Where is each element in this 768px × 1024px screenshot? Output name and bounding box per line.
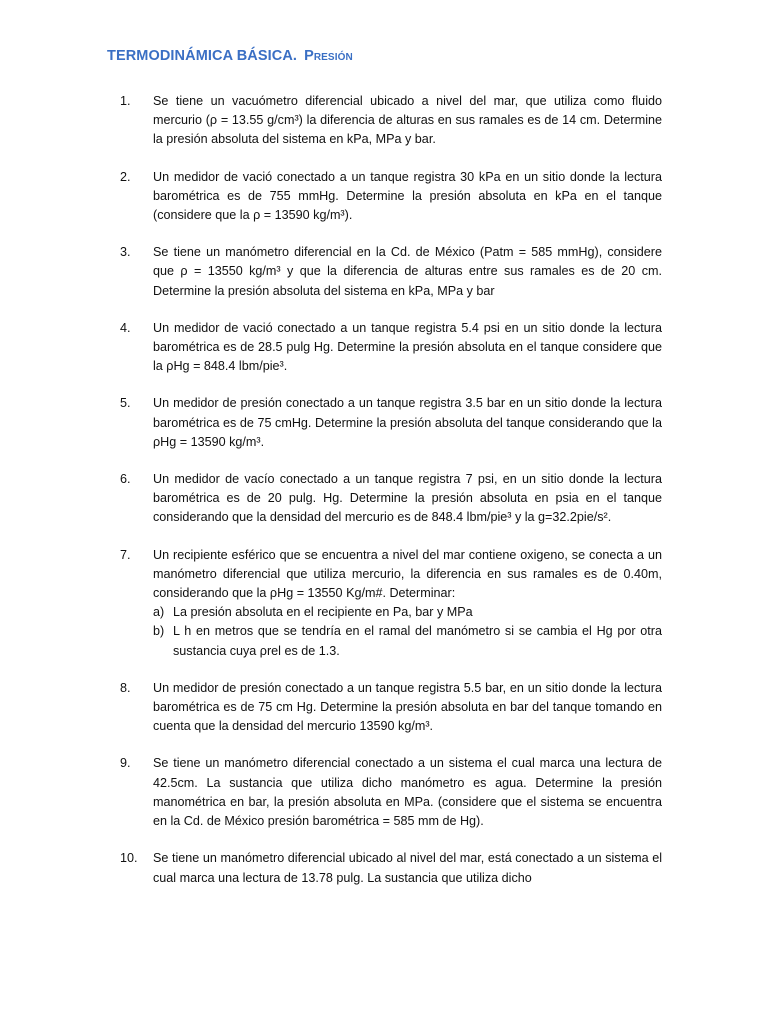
problem-item bbox=[120, 394, 662, 452]
problem-number: 4. bbox=[120, 320, 131, 335]
problem-text: Un medidor de vació conectado a un tanque registra 30 kPa en un sitio donde la lectura barométrica es de 755 mmHg. Determine la presión absoluta en kPa en el tanque (considere que la ρ = 13590 kg/m³). bbox=[153, 169, 662, 223]
problem-number: 1. bbox=[120, 94, 131, 108]
problem-text: Se tiene un manómetro diferencial ubicado al nivel del mar, está conectado a un sistema el cual marca una lectura de 13.78 pulg. La sustancia que utiliza dicho bbox=[153, 851, 662, 885]
problem-item bbox=[120, 754, 662, 831]
problem-text: Se tiene un manómetro diferencial en la Cd. de México (Patm = 585 mmHg), considere que ρ = 13550 kg/m³ y que la diferencia de alturas entre sus ramales es de 20 cm. Determine la presión absoluta del sistema en kPa, MPa y bar bbox=[153, 245, 662, 298]
subitem bbox=[153, 622, 662, 660]
problem-number: 10. bbox=[120, 851, 138, 866]
title-subtitle: Presión bbox=[304, 48, 353, 64]
subitem-label: b) bbox=[153, 624, 165, 639]
problem-number: 9. bbox=[120, 756, 131, 771]
problem-number: 6. bbox=[120, 472, 131, 487]
problem-number: 7. bbox=[120, 547, 131, 562]
problem-item bbox=[120, 546, 662, 661]
problem-text: Se tiene un vacuómetro diferencial ubicado a nivel del mar, que utiliza como fluido mercurio (ρ = 13.55 g/cm³) la diferencia de alturas en sus ramales es de 14 cm. Determine la presión absoluta del sistema en kPa, MPa y bar. bbox=[153, 94, 662, 147]
problem-item bbox=[120, 168, 662, 226]
problem-item bbox=[120, 679, 662, 737]
problem-number: 8. bbox=[120, 680, 131, 695]
problem-item bbox=[120, 319, 662, 377]
subitem-text: La presión absoluta en el recipiente en Pa, bar y MPa bbox=[173, 605, 473, 620]
problem-item bbox=[120, 243, 662, 301]
problem-subitems bbox=[153, 603, 662, 661]
problem-number: 2. bbox=[120, 169, 131, 184]
problem-item bbox=[120, 92, 662, 150]
problem-number: 5. bbox=[120, 396, 131, 411]
page-title bbox=[107, 48, 353, 64]
problem-list bbox=[120, 92, 662, 906]
title-main: TERMODINÁMICA BÁSICA. bbox=[107, 48, 298, 64]
problem-item bbox=[120, 849, 662, 887]
problem-text: Un medidor de presión conectado a un tanque registra 3.5 bar en un sitio donde la lectura barométrica es de 75 cmHg. Determine la presión absoluta del tanque considerando que la ρHg = 13590 kg/m³. bbox=[153, 396, 662, 449]
problem-text: Un medidor de presión conectado a un tanque registra 5.5 bar, en un sitio donde la lectura barométrica es de 75 cm Hg. Determine la presión absoluta en bar del tanque tomando en cuenta que la densidad del mercurio 13590 kg/m³. bbox=[153, 680, 662, 734]
subitem bbox=[153, 603, 662, 622]
problem-text: Un medidor de vació conectado a un tanque registra 5.4 psi en un sitio donde la lectura barométrica es de 28.5 pulg Hg. Determine la presión absoluta en el tanque considere que la ρHg = 848.4 lbm/pie³. bbox=[153, 320, 662, 374]
problem-item bbox=[120, 470, 662, 528]
subitem-text: L h en metros que se tendría en el ramal del manómetro si se cambia el Hg por otra sustancia cuya ρrel es de 1.3. bbox=[173, 624, 662, 658]
problem-number: 3. bbox=[120, 245, 131, 260]
subitem-label: a) bbox=[153, 605, 165, 620]
problem-text: Se tiene un manómetro diferencial conectado a un sistema el cual marca una lectura de 42.5cm. La sustancia que utiliza dicho manómetro es agua. Determine la presión manométrica en bar, la presión absoluta en MPa. (considere que el sistema se encuentra en la Cd. de México presión barométrica = 585 mm de Hg). bbox=[153, 756, 662, 829]
problem-text: Un medidor de vacío conectado a un tanque registra 7 psi, en un sitio donde la lectura barométrica es de 20 pulg. Hg. Determine la presión absoluta en psia en el tanque considerando que la densidad del mercurio es de 848.4 lbm/pie³ y la g=32.2pie/s². bbox=[153, 472, 662, 525]
problem-text: Un recipiente esférico que se encuentra a nivel del mar contiene oxigeno, se conecta a un manómetro diferencial que utiliza mercurio, la diferencia en sus ramales es de 0.40m, considerando que la ρHg = 13550 Kg/m#. Determinar: bbox=[153, 547, 662, 601]
